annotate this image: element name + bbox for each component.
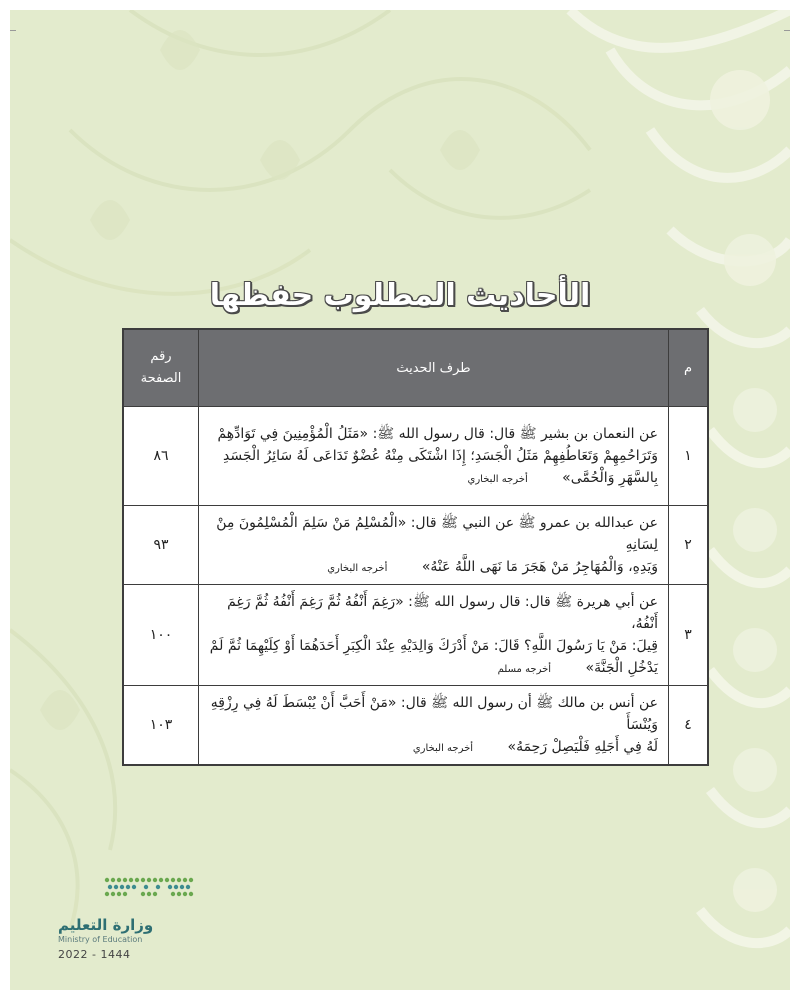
page-number: ١٠٣ <box>123 686 199 766</box>
hadith-line: عن عبدالله بن عمرو ﷺ عن النبي ﷺ قال: «الْمُسْلِمُ مَنْ سَلِمَ الْمُسْلِمُونَ مِنْ لِسَانِهِ <box>216 515 658 553</box>
hadith-line: بِالسَّهَرِ وَالْحُمَّى» <box>562 470 658 486</box>
hadith-source: أخرجه البخاري <box>327 563 388 574</box>
ministry-name-arabic: وزارة التعليم <box>58 916 154 934</box>
header-page-number <box>123 329 199 407</box>
hadith-line: وَيَدِهِ، وَالْمُهَاجِرُ مَنْ هَجَرَ مَا نَهَى اللَّهُ عَنْهُ» <box>421 559 658 575</box>
table-header-row <box>123 329 708 407</box>
page-number: ١٠٠ <box>123 585 199 686</box>
table-row <box>123 407 708 506</box>
hadith-line: عن النعمان بن بشير ﷺ قال: قال رسول الله ﷺ: «مَثَلُ الْمُؤْمِنِينَ فِي تَوَادِّهِمْ <box>217 426 658 442</box>
page-title: الأحاديث المطلوب حفظها <box>209 278 591 313</box>
header-number: م <box>669 329 709 407</box>
hadith-line: قِيلَ: مَنْ يَا رَسُولَ اللَّهِ؟ قَالَ: مَنْ أَدْرَكَ وَالِدَيْهِ عِنْدَ الْكِبَرِ أَحَدَهُمَا أَوْ كِلَيْهِمَا ثُمَّ لَمْ <box>209 638 658 654</box>
hadith-cell <box>199 585 669 686</box>
header-hadith-text: طرف الحديث <box>199 329 669 407</box>
hadith-source: أخرجه مسلم <box>497 664 552 675</box>
page-number: ٩٣ <box>123 506 199 585</box>
row-number: ١ <box>669 407 709 506</box>
hadith-line: وَتَرَاحُمِهِمْ وَتَعَاطُفِهِمْ مَثَلُ الْجَسَدِ؛ إِذَا اشْتَكَى مِنْهُ عُضْوٌ تَدَاعَى لَهُ سَائِرُ الْجَسَدِ <box>222 448 658 464</box>
hadith-line: عن أبي هريرة ﷺ قال: قال رسول الله ﷺ: «رَغِمَ أَنْفُهُ ثُمَّ رَغِمَ أَنْفُهُ ثُمَّ رَغِمَ أَنْفُهُ، <box>227 594 658 632</box>
table-row <box>123 686 708 766</box>
crop-mark <box>10 30 16 31</box>
row-number: ٢ <box>669 506 709 585</box>
hadith-cell <box>199 686 669 766</box>
hadith-table <box>122 328 709 766</box>
header-page-line1: رقم <box>150 349 172 364</box>
hadith-cell <box>199 506 669 585</box>
hadith-source: أخرجه البخاري <box>467 474 528 485</box>
table-row <box>123 585 708 686</box>
crop-mark <box>784 30 790 31</box>
edition-year: 2022 - 1444 <box>58 948 131 961</box>
hadith-line: يَدْخُلِ الْجَنَّةَ» <box>585 660 658 676</box>
hadith-source: أخرجه البخاري <box>412 743 474 754</box>
header-page-line2: الصفحة <box>140 371 182 386</box>
page-background <box>10 10 790 990</box>
page-number: ٨٦ <box>123 407 199 506</box>
ministry-name-english: Ministry of Education <box>58 935 143 944</box>
hadith-line: لَهُ فِي أَجَلِهِ فَلْيَصِلْ رَحِمَهُ» <box>507 739 658 755</box>
hadith-cell <box>199 407 669 506</box>
row-number: ٤ <box>669 686 709 766</box>
hadith-line: عن أنس بن مالك ﷺ أن رسول الله ﷺ قال: «مَنْ أَحَبَّ أَنْ يُبْسَطَ لَهُ فِي رِزْقِهِ وَيُنْسَأَ <box>210 695 658 733</box>
row-number: ٣ <box>669 585 709 686</box>
ministry-logo-icon <box>102 870 202 910</box>
table-row <box>123 506 708 585</box>
